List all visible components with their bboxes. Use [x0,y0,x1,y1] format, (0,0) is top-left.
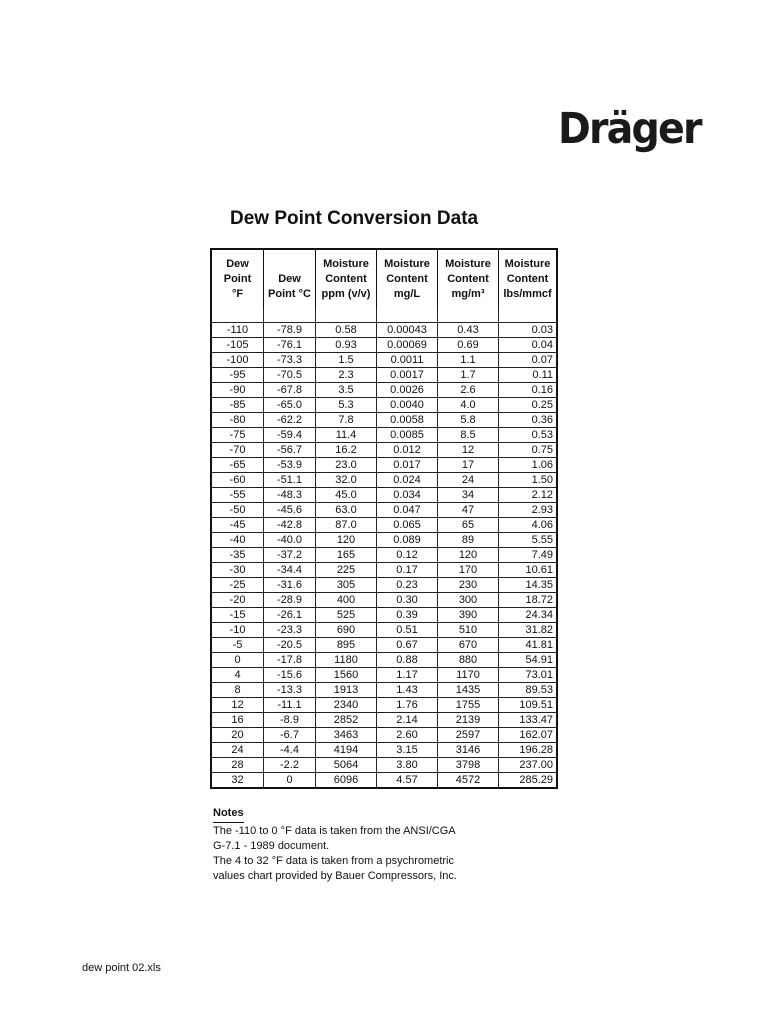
table-cell: -4.4 [264,743,316,758]
table-cell: 525 [316,608,377,623]
table-cell: 1.76 [377,698,438,713]
table-cell: -15.6 [264,668,316,683]
header-dew-point-f: Dew Point °F [211,249,264,308]
table-cell: 0.11 [499,368,558,383]
table-cell: 0.51 [377,623,438,638]
table-cell: 1.06 [499,458,558,473]
table-cell: 670 [438,638,499,653]
table-cell: -2.2 [264,758,316,773]
table-cell: 1170 [438,668,499,683]
table-cell: 18.72 [499,593,558,608]
table-cell: 89 [438,533,499,548]
table-cell: -80 [211,413,264,428]
table-cell: 2.93 [499,503,558,518]
table-cell: -20 [211,593,264,608]
table-cell: 1.7 [438,368,499,383]
table-cell: 2.14 [377,713,438,728]
table-cell: 2.12 [499,488,558,503]
table-cell: 2.60 [377,728,438,743]
table-cell: 73.01 [499,668,558,683]
table-row [211,488,557,503]
dew-point-table [210,248,558,789]
table-cell: 0.17 [377,563,438,578]
table-row [211,368,557,383]
table-cell: 285.29 [499,773,558,789]
table-cell: 41.81 [499,638,558,653]
table-cell: 17 [438,458,499,473]
file-name-footer: dew point 02.xls [82,962,161,974]
table-cell: -10 [211,623,264,638]
table-cell: 0.43 [438,323,499,338]
table-cell: -90 [211,383,264,398]
table-row [211,413,557,428]
table-cell: 2.6 [438,383,499,398]
header-ppm: Moisture Content ppm (v/v) [316,249,377,308]
table-cell: -42.8 [264,518,316,533]
table-cell: -17.8 [264,653,316,668]
table-cell: 0.67 [377,638,438,653]
table-cell: 24 [211,743,264,758]
table-row [211,698,557,713]
table-cell: 2597 [438,728,499,743]
table-cell: 20 [211,728,264,743]
table-row [211,458,557,473]
table-cell: 0.065 [377,518,438,533]
table-cell: -70 [211,443,264,458]
table-cell: 0.0085 [377,428,438,443]
table-cell: -30 [211,563,264,578]
table-cell: 0.0040 [377,398,438,413]
table-cell: 0.03 [499,323,558,338]
table-cell: 880 [438,653,499,668]
table-cell: -8.9 [264,713,316,728]
table-cell: 0.0011 [377,353,438,368]
table-cell: 8.5 [438,428,499,443]
table-cell: 4.57 [377,773,438,789]
table-row [211,383,557,398]
table-cell: 0.024 [377,473,438,488]
table-cell: -50 [211,503,264,518]
table-cell: 0.25 [499,398,558,413]
header-lbs-mmcf: Moisture Content lbs/mmcf [499,249,558,308]
table-row [211,353,557,368]
table-row [211,728,557,743]
table-cell: 45.0 [316,488,377,503]
table-row [211,608,557,623]
table-row [211,473,557,488]
table-cell: 0.16 [499,383,558,398]
table-row [211,593,557,608]
table-cell: 3.80 [377,758,438,773]
table-cell: 0.69 [438,338,499,353]
table-cell: 2.3 [316,368,377,383]
table-cell: -40.0 [264,533,316,548]
table-cell: 2340 [316,698,377,713]
table-cell: 0.36 [499,413,558,428]
table-cell: 300 [438,593,499,608]
table-row [211,563,557,578]
table-cell: 32 [211,773,264,789]
table-cell: 400 [316,593,377,608]
table-row [211,683,557,698]
table-cell: 3463 [316,728,377,743]
table-cell: 0.58 [316,323,377,338]
table-cell: 0.30 [377,593,438,608]
table-cell: 0.012 [377,443,438,458]
table-cell: -5 [211,638,264,653]
table-cell: -28.9 [264,593,316,608]
table-cell: 28 [211,758,264,773]
table-cell: -73.3 [264,353,316,368]
table-cell: -60 [211,473,264,488]
table-cell: -65 [211,458,264,473]
table-cell: -35 [211,548,264,563]
page-title: Dew Point Conversion Data [230,208,479,229]
table-cell: -37.2 [264,548,316,563]
table-cell: -65.0 [264,398,316,413]
table-cell: 1435 [438,683,499,698]
table-cell: 4 [211,668,264,683]
table-cell: 196.28 [499,743,558,758]
table-cell: -55 [211,488,264,503]
table-row [211,758,557,773]
table-cell: 63.0 [316,503,377,518]
notes-line: values chart provided by Bauer Compressors, Inc. [213,870,457,882]
table-cell: 895 [316,638,377,653]
table-cell: 3798 [438,758,499,773]
table-cell: -100 [211,353,264,368]
table-cell: 0 [264,773,316,789]
table-cell: -26.1 [264,608,316,623]
table-cell: 0.089 [377,533,438,548]
table-cell: -25 [211,578,264,593]
table-cell: 3146 [438,743,499,758]
table-cell: 5.3 [316,398,377,413]
table-row [211,548,557,563]
table-cell: 1.5 [316,353,377,368]
table-cell: 109.51 [499,698,558,713]
table-cell: -62.2 [264,413,316,428]
table-cell: 89.53 [499,683,558,698]
table-cell: 54.91 [499,653,558,668]
table-cell: 0.0058 [377,413,438,428]
table-cell: 305 [316,578,377,593]
notes-line: The -110 to 0 °F data is taken from the ANSI/CGA [213,825,456,837]
table-cell: 7.8 [316,413,377,428]
table-cell: -45 [211,518,264,533]
table-row [211,578,557,593]
table-cell: 7.49 [499,548,558,563]
table-cell: 0.39 [377,608,438,623]
table-cell: 162.07 [499,728,558,743]
table-cell: 690 [316,623,377,638]
table-cell: 2139 [438,713,499,728]
table-cell: 0.04 [499,338,558,353]
table-cell: -40 [211,533,264,548]
table-cell: 0.0026 [377,383,438,398]
table-cell: -23.3 [264,623,316,638]
table-cell: 65 [438,518,499,533]
table-cell: -110 [211,323,264,338]
table-cell: 0.75 [499,443,558,458]
table-cell: 11.4 [316,428,377,443]
table-header-row [211,249,557,308]
table-cell: 510 [438,623,499,638]
table-cell: -15 [211,608,264,623]
table-cell: 3.15 [377,743,438,758]
notes-line: The 4 to 32 °F data is taken from a psychrometric [213,855,455,867]
table-cell: -76.1 [264,338,316,353]
table-row [211,713,557,728]
table-row [211,743,557,758]
table-cell: -78.9 [264,323,316,338]
table-row [211,398,557,413]
table-cell: 1913 [316,683,377,698]
notes-section [213,806,457,884]
table-row [211,623,557,638]
table-cell: 5.55 [499,533,558,548]
table-cell: 120 [438,548,499,563]
notes-heading: Notes [213,806,244,823]
table-cell: 0.0017 [377,368,438,383]
table-row [211,638,557,653]
table-cell: -48.3 [264,488,316,503]
table-cell: -11.1 [264,698,316,713]
table-cell: 237.00 [499,758,558,773]
table-cell: 0.07 [499,353,558,368]
table-row [211,773,557,789]
table-cell: 0.23 [377,578,438,593]
table-cell: 0.017 [377,458,438,473]
table-cell: 23.0 [316,458,377,473]
header-dew-point-c: Dew Point °C [264,249,316,308]
table-cell: 5064 [316,758,377,773]
notes-line: G-7.1 - 1989 document. [213,840,330,852]
table-cell: -85 [211,398,264,413]
table-row [211,503,557,518]
table-cell: -31.6 [264,578,316,593]
table-row [211,338,557,353]
table-cell: -34.4 [264,563,316,578]
table-cell: 1.43 [377,683,438,698]
table-cell: -13.3 [264,683,316,698]
table-cell: 1.17 [377,668,438,683]
table-body [211,308,557,788]
table-cell: 12 [438,443,499,458]
table-cell: 16 [211,713,264,728]
table-cell: 14.35 [499,578,558,593]
table-cell: 0.034 [377,488,438,503]
table-cell: 32.0 [316,473,377,488]
table-cell: 0.047 [377,503,438,518]
table-row [211,668,557,683]
table-cell: 16.2 [316,443,377,458]
table-cell: 1755 [438,698,499,713]
header-mg-m3: Moisture Content mg/m³ [438,249,499,308]
table-cell: 4.06 [499,518,558,533]
table-cell: 4572 [438,773,499,789]
table-cell: -53.9 [264,458,316,473]
table-cell: -75 [211,428,264,443]
table-cell: -59.4 [264,428,316,443]
table-cell: 0.93 [316,338,377,353]
table-row [211,428,557,443]
table-cell: 4.0 [438,398,499,413]
table-row [211,533,557,548]
table-cell: 170 [438,563,499,578]
table-row [211,323,557,338]
table-spacer-row [211,308,557,323]
table-cell: 12 [211,698,264,713]
table-row [211,443,557,458]
table-cell: -6.7 [264,728,316,743]
table-cell: 0.53 [499,428,558,443]
table-cell: 0.12 [377,548,438,563]
table-cell: 1180 [316,653,377,668]
table-cell: -105 [211,338,264,353]
table-cell: 8 [211,683,264,698]
table-cell: -70.5 [264,368,316,383]
table-cell: 120 [316,533,377,548]
table-cell: -51.1 [264,473,316,488]
table-cell: 0.88 [377,653,438,668]
table-cell: 24 [438,473,499,488]
table-cell: 230 [438,578,499,593]
table-cell: 87.0 [316,518,377,533]
drager-logo: Dräger [558,104,701,154]
table-cell: 5.8 [438,413,499,428]
table-cell: 4194 [316,743,377,758]
table-cell: -67.8 [264,383,316,398]
table-cell: 6096 [316,773,377,789]
table-cell: 10.61 [499,563,558,578]
table-cell: 165 [316,548,377,563]
table-cell: 0.00069 [377,338,438,353]
table-cell: 1560 [316,668,377,683]
table-cell: 225 [316,563,377,578]
table-row [211,518,557,533]
table-cell: -45.6 [264,503,316,518]
table-cell: 34 [438,488,499,503]
table-cell: 1.1 [438,353,499,368]
table-cell: -20.5 [264,638,316,653]
table-cell: 0 [211,653,264,668]
table-row [211,653,557,668]
table-cell: 24.34 [499,608,558,623]
table-cell: 133.47 [499,713,558,728]
table-cell: 1.50 [499,473,558,488]
table-cell: 2852 [316,713,377,728]
table-cell: -56.7 [264,443,316,458]
table-cell: -95 [211,368,264,383]
table-cell: 3.5 [316,383,377,398]
header-mg-l: Moisture Content mg/L [377,249,438,308]
table-cell: 390 [438,608,499,623]
table-cell: 0.00043 [377,323,438,338]
table-cell: 47 [438,503,499,518]
table-cell: 31.82 [499,623,558,638]
